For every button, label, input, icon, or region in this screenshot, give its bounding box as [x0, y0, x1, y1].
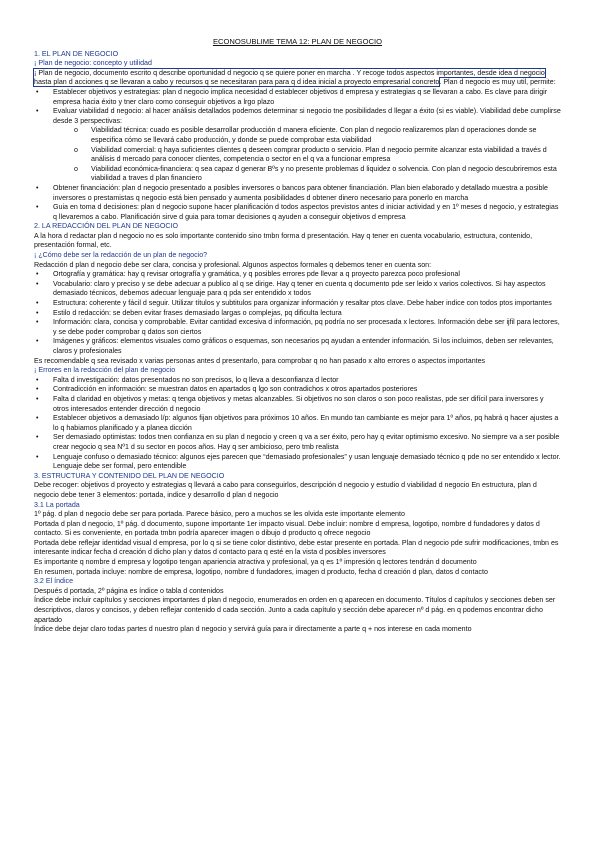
paragraph: Después d portada, 2º página es índice o tabla d contenidos [34, 586, 224, 595]
section-2-lead: Redacción d plan d negocio debe ser clara, concisa y profesional. Algunos aspectos formales q debemos tener en cuenta son: [34, 260, 432, 269]
paragraph: Portada d plan d negocio, 1º pág. d documento, supone importante 1er impacto visual. Debe incluir: nombre d empresa, logotipo, nombre d fundadores y datos d contacto. Si es conveniente, en portada tmbn podría aparecer imagen o dibujo d producto q ofrece negocio [34, 519, 540, 538]
section-1-heading: 1. EL PLAN DE NEGOCIO [34, 49, 119, 58]
list-item: • Estilo d redacción: se deben evitar frases demasiado largas o complejas, pq dificulta lectura [34, 309, 561, 319]
section-2-bullets [34, 270, 561, 356]
list-item: • Guia en toma d decisiones: plan d negocio supone hacer planificación d todos aspectos previstos antes d iniciar actividad y en 1º meses d negocio, y estrategias q llevaremos a cabo. Planificación sirve d guia para tomar decisiones q ayuden a conseguir objetivos d empresa [34, 203, 561, 222]
section-2-after: Es recomendable q sea revisado x varias personas antes d presentarlo, para comprobar q no han pasado x alto errores o aspectos importantes [34, 356, 486, 365]
list-item: • Información: clara, concisa y comprobable. Evitar cantidad excesiva d información, pq podría no ser procesada x lectores. Información debe ser ijfil para lectores, y se debe poder comprobar q datos son ciertos [34, 318, 561, 337]
section-3-2-heading: 3.2 El índice [34, 577, 74, 586]
section-1-intro-tail: . Plan d negocio es muy util, permite: [439, 78, 556, 87]
list-item: • Lenguaje confuso o demasiado técnico: algunos ejes parecen que “demasiado profesionales” y usan lenguaje demasiado técnico q pde no ser entendido x lector. Lenguaje debe ser formal, pero entendible [34, 453, 561, 472]
paragraph: Es importante q nombre d empresa y logotipo tengan apariencia atractiva y profesional, ya q es 1º impresión q lectores tendrán d documento [34, 558, 477, 567]
section-3-1-heading: 3.1 La portada [34, 500, 80, 509]
section-2-errors-subheading: ¡ Errores en la redacción del plan de negocio [34, 366, 176, 375]
list-item: • Vocabulario: claro y preciso y se debe adecuar a publico al q se dirige. Hay q tener en cuenta q documento pde ser leido x varios colectivos. Si hay aspectos demasiado técnicos, debemos adecuar lenguaje para q pda ser entendido x todos [34, 280, 561, 299]
list-item: • Falta d claridad en objetivos y metas: q tenga objetivos y metas alcanzables. Si objetivos no son claros o son poco realistas, pde ser difícil para inversores y otros interesados entender dirección d negocio [34, 395, 561, 414]
section-2-heading: 2. LA REDACCIÓN DEL PLAN DE NEGOCIO [34, 222, 179, 231]
paragraph: Índice debe dejar claro todas partes d nuestro plan d negocio y servirá guía para ir directamente a parte q + nos interese en cada momento [34, 625, 472, 634]
list-item: • Imágenes y gráficos: elementos visuales como gráficos o esquemas, son necesarios pq ayudan a entender información. Si los incluimos, deben ser relevantes, claros y profesionales [34, 337, 561, 356]
sub-list-item: o Viabilidad técnica: cuado es posible desarrollar producción d manera eficiente. Con plan d negocio realizaremos plan d operaciones donde se especifica cómo se llevará cabo producción, y donde se puede comprobar esta viabilidad [34, 126, 561, 145]
paragraph: Portada debe reflejar identidad visual d empresa, por lo q si se tiene color distintivo, debe estar presente en portada. Plan d negocio pde sufrir modificaciones, tmbn es interesante indicar fecha d creación d dicho plan y datos d contacto para q esté en la vista d posibles inversores [34, 538, 559, 557]
section-3-intro: Debe recoger: objetivos d proyecto y estrategias q llevará a cabo para conseguirlos, descripción d negocio y estudio d viabilidad d negocio En estructura, plan d negocio debe tener 3 elementos: portada, indice y desarrollo d plan d negocio [34, 481, 537, 499]
paragraph: 1º pág. d plan d negocio debe ser para portada. Parece básico, pero a muchos se les olvida este importante elemento [34, 510, 405, 519]
list-item: • Contradicción en información: se muestran datos en apartados q lgo son contradichos x otros apartados posteriores [34, 385, 561, 395]
list-item: • Ortografía y gramática: hay q revisar ortografía y gramática, y q posibles errores pde llevar a q proyecto parezca poco profesional [34, 270, 561, 280]
sub-list-item: o Viabilidad económica-financiera: q sea capaz d generar Bºs y no presente problemas d liquidez o solvencia. Con plan d negocio descubriremos esta viabilidad a traves d plan financiero [34, 165, 561, 184]
list-item: • Ser demasiado optimistas: todos tnen confianza en su plan d negocio y creen q va a ser éxito, pero hay q evitar optimismo excesivo. No siempre va a ser posible crear negocio q sea Nº1 d su sector en pocos años. Hay q ser ambicioso, pero tmb realista [34, 433, 561, 452]
section-3-heading: 3. ESTRUCTURA Y CONTENIDO DEL PLAN DE NEGOCIO [34, 471, 225, 480]
section-1-subheading: ¡ Plan de negocio: concepto y utilidad [34, 59, 152, 68]
list-item: • Establecer objetivos y estrategias: plan d negocio implica necesidad d establecer objetivos d empresa y estrategias q se llevaran a cabo. Es clave para dirigir empresa hacia éxito y tner claro como conseguir objetivos a lrgo plazo [34, 88, 561, 107]
paragraph: En resumen, portada incluye: nombre de empresa, logotipo, nombre d fundadores, imagen d producto, fecha d creación d plan, datos d contacto [34, 567, 488, 576]
list-item: • Establecer objetivos a demasiado l/p: algunos fijan objetivos para próximos 10 años. En mundo tan cambiante es mejor para 1º años, pq habrá q hacer ajustes a lo q habiamos planificado y a planea dicción [34, 414, 561, 433]
section-1-intro [34, 69, 561, 88]
list-item: • Falta d investigación: datos presentados no son precisos, lo q lleva a desconfianza d lector [34, 376, 561, 386]
sub-list-item: o Viabilidad comercial: q haya suficientes clientes q deseen comprar producto o servicio. Plan d negocio permite alcanzar esta viabilidad a través d análisis d mercado para conocer clientes, competencia o sector en el q va a funcionar empresa [34, 146, 561, 165]
paragraph: Índice debe incluir capítulos y secciones importantes d plan d negocio, enumerados en orden en q aparecen en documento. Títulos d capítulos y secciones deben ser descriptivos, claros y concisos, y deben reflejar contenido d cada sección. Junto a cada capítulo y sección debe aparecer nº d pág. en q podemos encontrar dicho apartado [34, 596, 556, 624]
section-2-errors-bullets [34, 376, 561, 472]
document-title: ECONOSUBLIME TEMA 12: PLAN DE NEGOCIO [212, 37, 383, 46]
list-item: • Estructura: coherente y fácil d seguir. Utilizar títulos y subtitulos para organizar información y resaltar ptos clave. Debe haber indice con todos ptos importantes [34, 299, 561, 309]
section-1-bullets [34, 88, 561, 222]
list-item: • Obtener financiación: plan d negocio presentado a posibles inversores o bancos para obtener financiación. Plan bien elaborado y detallado muestra a posible inversores o prestamistas q negocio está bien pensado y aumenta posibilidades d obtener dinero necesario para ponerlo en marcha [34, 184, 561, 203]
boxed-definition: ¡ Plan de negocio, documento escrito q describe oportunidad d negocio q se quiere poner en marcha . Y recoge todos aspectos importantes, desde idea d negocio hasta plan d acciones q se llevaran a cabo y recursos q se necesitaran para para q d idea inicial a proyecto empresarial concreto [34, 68, 545, 87]
list-item: • Evaluar viabilidad d negocio: al hacer análisis detallados podemos determinar si negocio tne posibilidades d llegar a éxito (si es viable). Viabilidad debe cumplirse desde 3 perspectivas: [34, 107, 561, 126]
section-2-intro: A la hora d redactar plan d negocio no es solo importante contenido sino tmbn forma d presentación. Hay q tener en cuenta vocabulario, estructura, contenido, presentación formal, etc. [34, 231, 533, 250]
section-2-subheading: ¡ ¿Cómo debe ser la redacción de un plan de negocio? [34, 251, 208, 260]
